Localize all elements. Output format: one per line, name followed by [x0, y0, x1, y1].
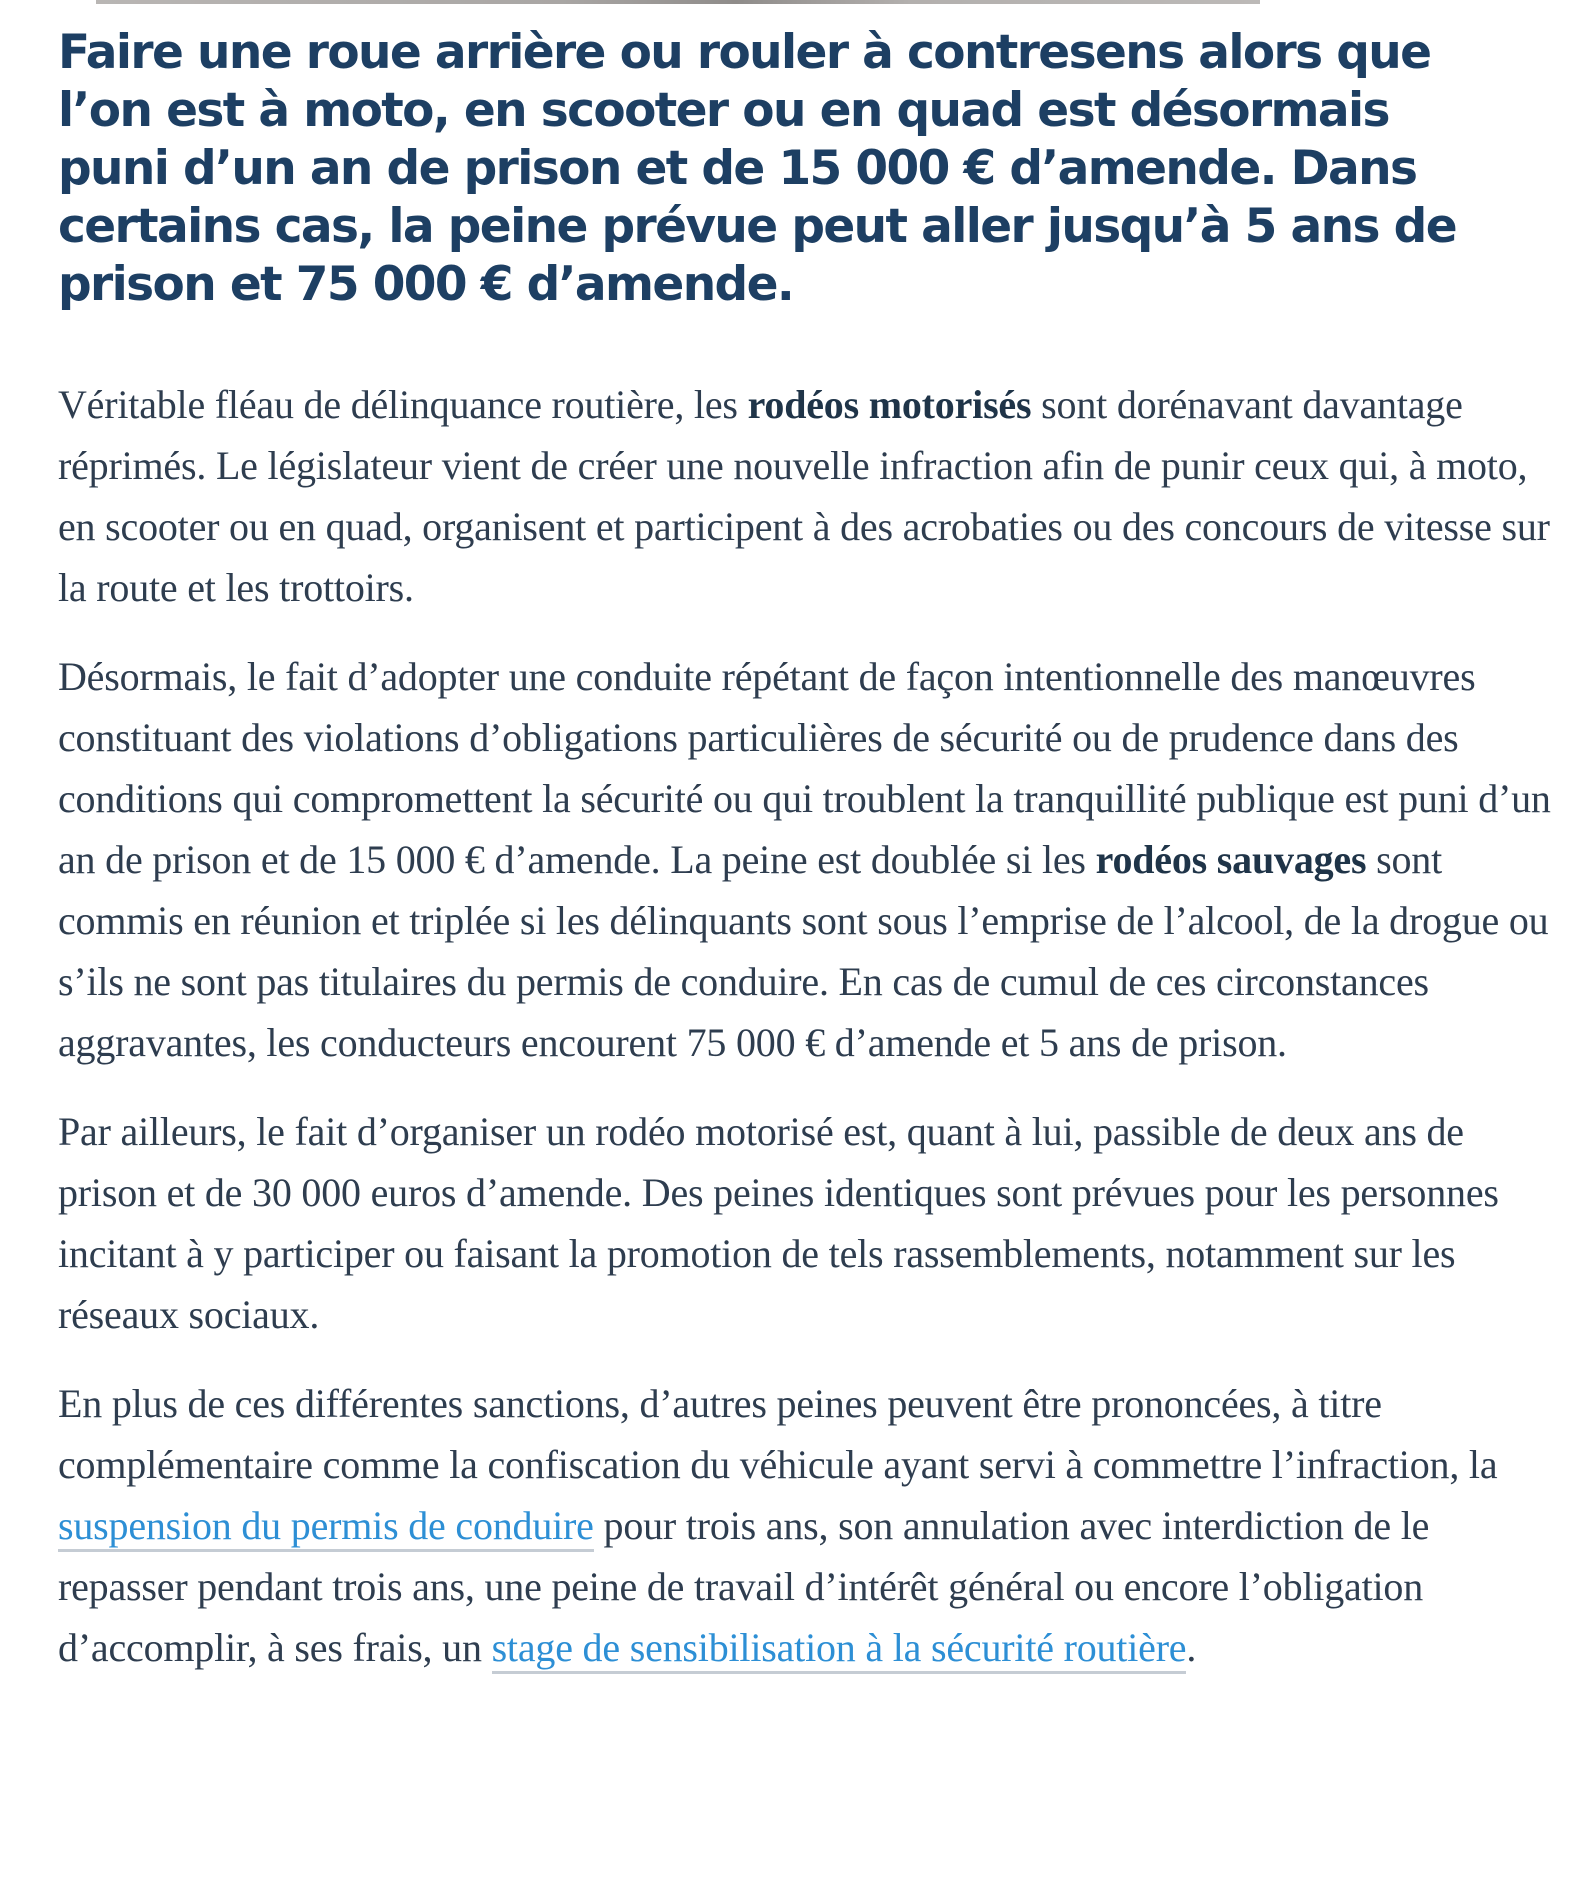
paragraph-text: En plus de ces différentes sanctions, d’autres peines peuvent être prononcées, à titre complémentaire comme la confiscation du véhicule ayant servi à commettre l’infraction, la — [58, 1381, 1498, 1487]
paragraph-rodeos-intro — [58, 374, 1558, 618]
paragraph-organisers — [58, 1101, 1558, 1345]
link-stage-sensibilisation[interactable]: stage de sensibilisation à la sécurité routière — [492, 1625, 1187, 1674]
article-lead-heading: Faire une roue arrière ou rouler à contresens alors que l’on est à moto, en scooter ou en quad est désormais puni d’un an de prison et de 15 000 € d’amende. Dans certains cas, la peine prévue peut aller jusqu’à 5 ans de prison et 75 000 € d’amende. — [58, 25, 1456, 312]
article-image-bottom-edge — [96, 0, 1260, 4]
paragraph-text: sont commis en réunion et triplée si les délinquants sont sous l’emprise de l’alcool, de la drogue ou s’ils ne sont pas titulaires du permis de conduire. En cas de cumul de ces circonstances aggravantes, les conducteurs encourent 75 000 € d’amende et 5 ans de prison. — [58, 837, 1549, 1065]
paragraph-text: . — [1186, 1625, 1197, 1670]
paragraph-complementary-sanctions — [58, 1373, 1558, 1678]
paragraph-text: Par ailleurs, le fait d’organiser un rodéo motorisé est, quant à lui, passible de deux ans de prison et de 30 000 euros d’amende. Des peines identiques sont prévues pour les personnes incitant à y participer ou faisant la promotion de tels rassemblements, notamment sur les réseaux sociaux. — [58, 1109, 1499, 1337]
paragraph-text: sont dorénavant davantage réprimés. Le législateur vient de créer une nouvelle infraction afin de punir ceux qui, à moto, en scooter ou en quad, organisent et participent à des acrobaties ou des concours de vitesse sur la route et les trottoirs. — [58, 382, 1550, 610]
paragraph-text: pour trois ans, son annulation avec interdiction de le repasser pendant trois ans, une peine de travail d’intérêt général ou encore l’obligation d’accomplir, à ses frais, un — [58, 1503, 1430, 1670]
link-suspension-permis[interactable]: suspension du permis de conduire — [58, 1503, 594, 1552]
bold-term-rodeos-motorises: rodéos motorisés — [747, 382, 1032, 427]
paragraph-text: Véritable fléau de délinquance routière, les — [58, 382, 748, 427]
paragraph-penalties — [58, 646, 1558, 1073]
bold-term-rodeos-sauvages: rodéos sauvages — [1095, 837, 1367, 882]
paragraph-text: Désormais, le fait d’adopter une conduite répétant de façon intentionnelle des manœuvres constituant des violations d’obligations particulières de sécurité ou de prudence dans des conditions qui compromettent la sécurité ou qui troublent la tranquillité publique est puni d’un an de prison et de 15 000 € d’amende. La peine est doublée si les — [58, 654, 1551, 882]
article-body — [58, 24, 1558, 1678]
